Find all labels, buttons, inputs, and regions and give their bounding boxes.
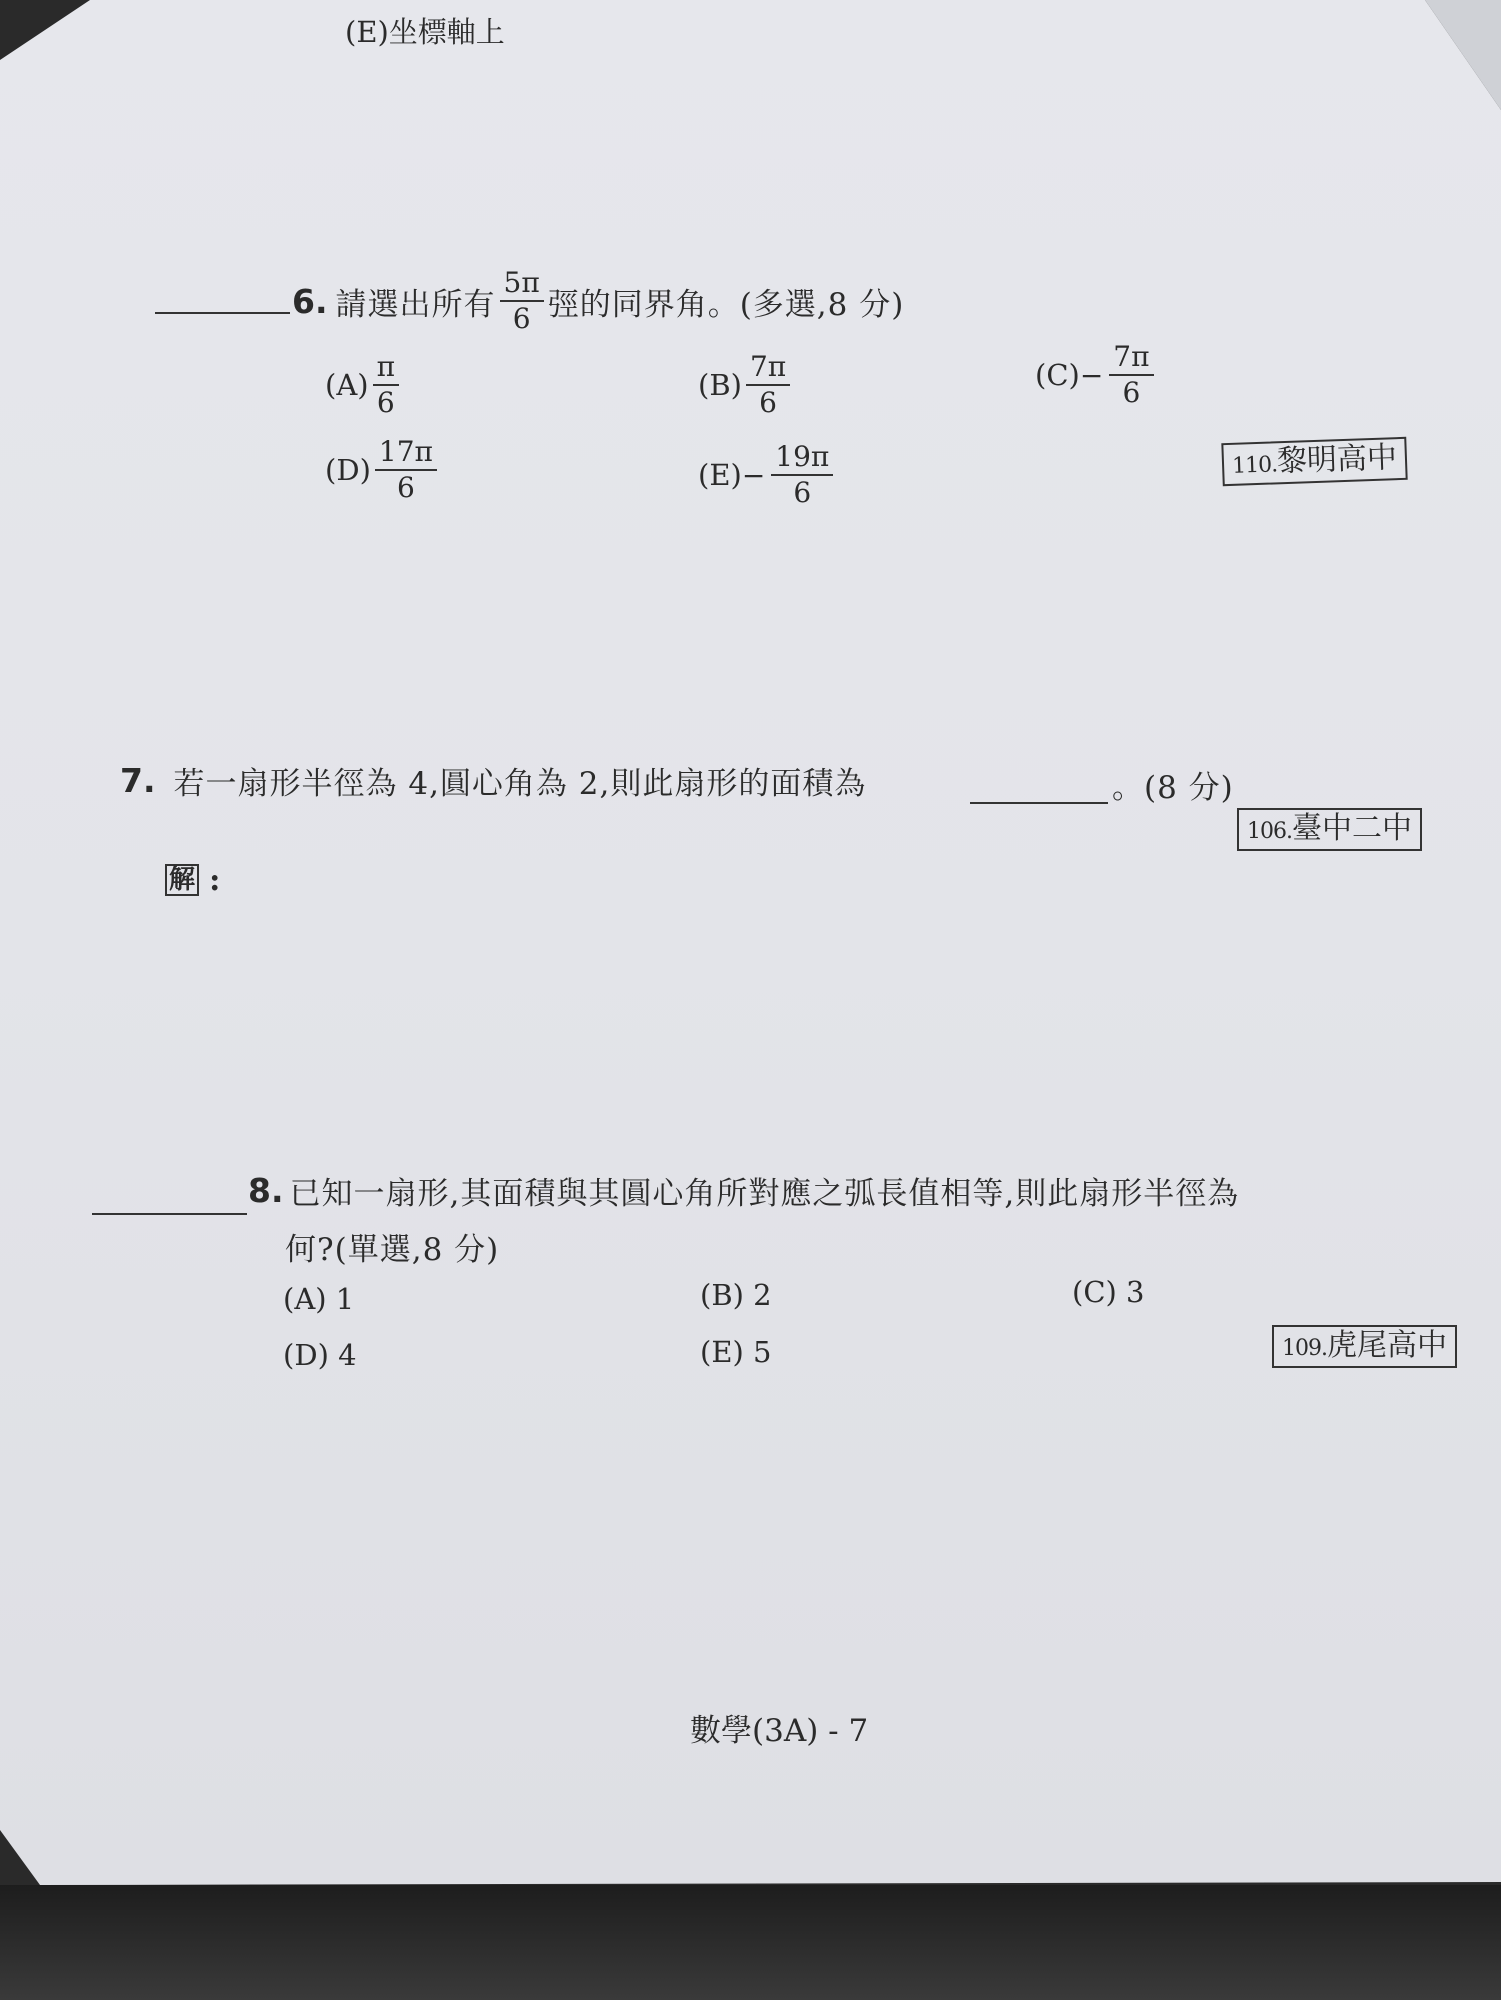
- q7-text: 若一扇形半徑為 4,圓心角為 2,則此扇形的面積為: [173, 766, 867, 802]
- q8-option-b-value: 2: [753, 1278, 772, 1312]
- q6-option-c[interactable]: [1035, 342, 1158, 409]
- q6-option-a-denominator: 6: [376, 385, 395, 419]
- q6-source-stamp: [1221, 437, 1407, 486]
- q6-option-a[interactable]: [325, 352, 403, 419]
- q6-text-before: 請選出所有: [335, 286, 496, 323]
- q6-number: 6.: [292, 281, 328, 321]
- q7-solution-label: 解: [165, 864, 199, 897]
- q6-option-d-denominator: 6: [396, 470, 415, 504]
- q7-answer-blank[interactable]: [970, 802, 1108, 804]
- q6-answer-blank[interactable]: [155, 312, 290, 314]
- q6-text-after: 弳的同界角。(多選,8 分): [547, 286, 905, 323]
- q6-option-a-label: (A): [325, 368, 369, 403]
- q8-option-c-label: (C): [1072, 1275, 1117, 1309]
- q8-option-d-value: 4: [338, 1338, 357, 1372]
- q7-stem: [120, 758, 866, 803]
- q6-option-e-numerator: 19π: [771, 442, 833, 476]
- q8-answer-blank[interactable]: [92, 1213, 247, 1215]
- q8-option-a-value: 1: [335, 1282, 355, 1316]
- q8-source-stamp: [1272, 1325, 1457, 1368]
- page-footer: 數學(3A) - 7: [690, 1713, 869, 1749]
- desk-background: [0, 1885, 1501, 2000]
- q6-stem: [292, 268, 904, 335]
- q6-option-a-numerator: π: [373, 352, 399, 386]
- q6-option-c-label: (C): [1035, 358, 1080, 393]
- q8-option-c-value: 3: [1126, 1275, 1145, 1309]
- q6-angle-numerator: 5π: [500, 268, 544, 302]
- q7-solution-area: [165, 862, 221, 898]
- q8-source-school: 虎尾高中: [1326, 1328, 1447, 1363]
- q6-option-e-sign: −: [741, 458, 766, 492]
- q6-option-e[interactable]: [698, 442, 837, 509]
- q6-option-b[interactable]: [698, 352, 794, 419]
- q8-number: 8.: [248, 1171, 284, 1210]
- q8-option-e-value: 5: [753, 1335, 772, 1369]
- q8-line2: 何?(單選,8 分): [285, 1232, 500, 1268]
- q6-option-e-label: (E): [698, 458, 742, 493]
- q6-angle-denominator: 6: [512, 301, 531, 335]
- q8-line1: 已知一扇形,其面積與其圓心角所對應之弧長值相等,則此扇形半徑為: [289, 1176, 1240, 1212]
- q6-option-d-label: (D): [325, 453, 371, 488]
- q8-option-b[interactable]: [700, 1278, 772, 1312]
- q8-option-d-label: (D): [283, 1338, 329, 1372]
- q7-solution-colon: :: [209, 862, 222, 898]
- q7-text-end: 。(8 分): [1112, 770, 1234, 806]
- q6-source-year: 110.: [1231, 452, 1278, 479]
- q6-option-d-numerator: 17π: [375, 437, 437, 471]
- q7-number: 7.: [120, 761, 156, 800]
- q6-angle-fraction: [500, 268, 544, 335]
- previous-question-option-e: (E)坐標軸上: [345, 15, 505, 49]
- q6-option-e-denominator: 6: [793, 475, 812, 509]
- q8-option-c[interactable]: [1072, 1275, 1145, 1309]
- q8-option-a-label: (A): [283, 1282, 327, 1316]
- q8-option-e[interactable]: [700, 1335, 771, 1369]
- q8-option-a[interactable]: [283, 1282, 354, 1316]
- q6-option-b-denominator: 6: [759, 385, 777, 419]
- q8-source-year: 109.: [1282, 1336, 1327, 1361]
- q8-option-b-label: (B): [700, 1278, 744, 1312]
- q8-stem-line1: [248, 1168, 1239, 1213]
- q8-option-d[interactable]: [283, 1338, 357, 1372]
- q7-source-school: 臺中二中: [1291, 811, 1412, 846]
- q6-option-c-sign: −: [1079, 358, 1104, 392]
- q6-option-b-numerator: 7π: [746, 352, 790, 386]
- q8-option-e-label: (E): [700, 1335, 744, 1369]
- q7-source-year: 106.: [1247, 819, 1292, 844]
- q6-source-school: 黎明高中: [1276, 440, 1398, 480]
- q6-option-c-denominator: 6: [1122, 375, 1141, 409]
- q6-option-b-label: (B): [698, 368, 742, 403]
- q6-option-c-numerator: 7π: [1109, 342, 1153, 376]
- q7-source-stamp: [1237, 808, 1422, 851]
- q6-option-d[interactable]: [325, 437, 441, 504]
